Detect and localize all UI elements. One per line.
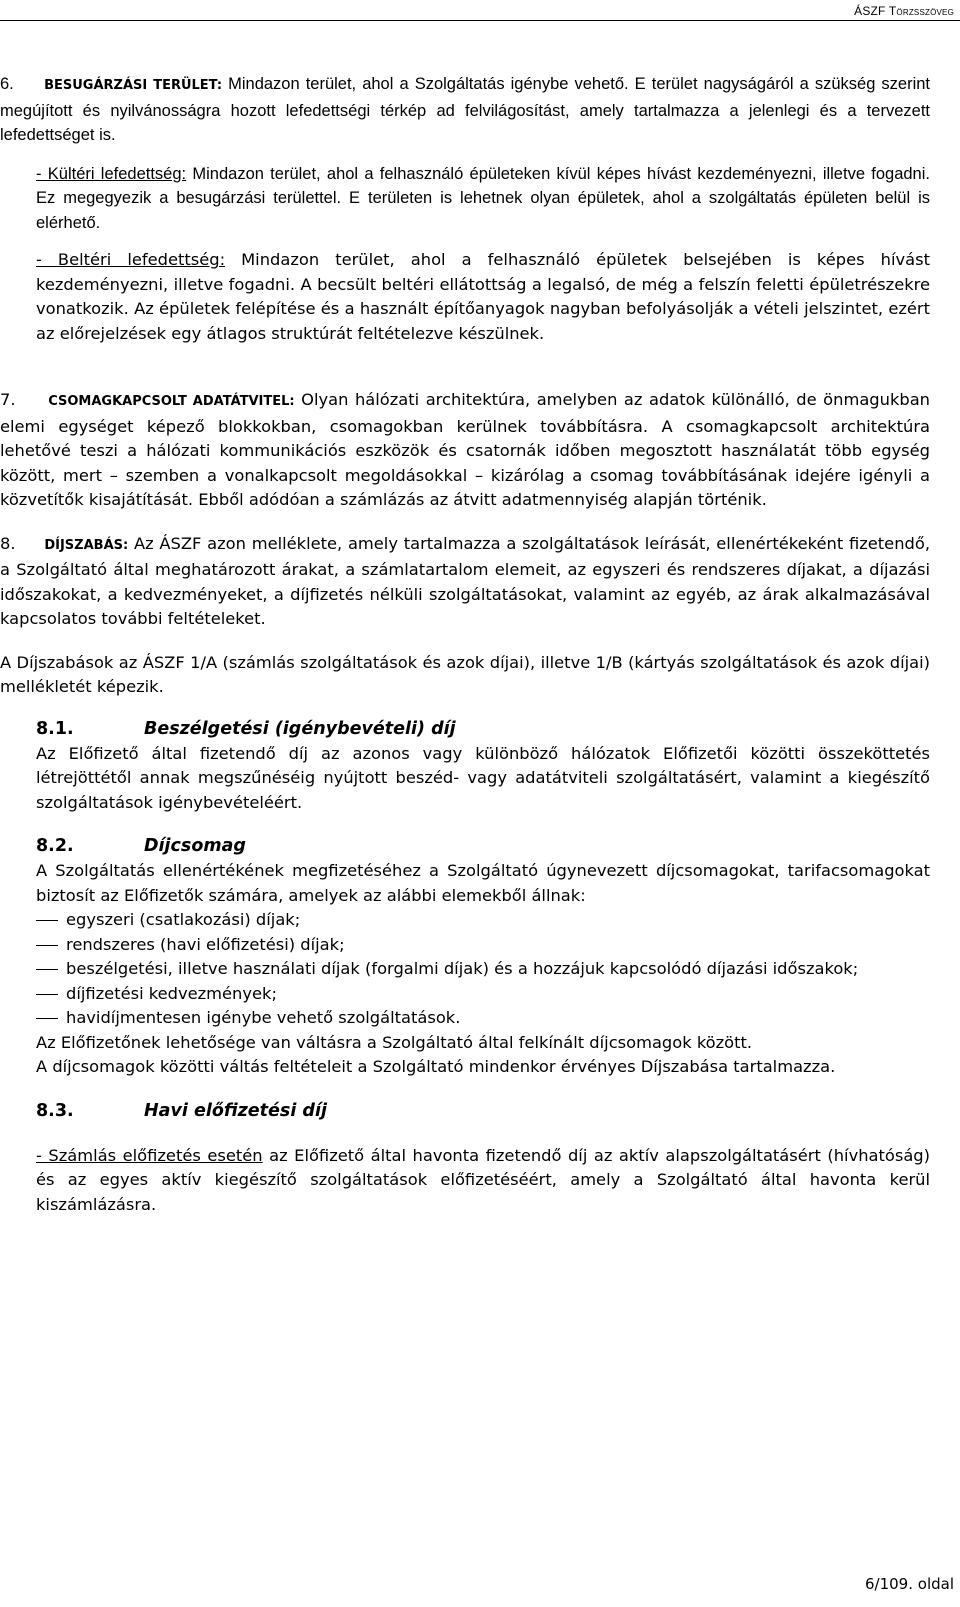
section-8-3 — [0, 1098, 930, 1218]
page-number: 6/109. oldal — [865, 1575, 954, 1593]
section-6 — [0, 72, 930, 148]
section-text: Az ÁSZF azon melléklete, amely tartalmazza a szolgáltatások leírását, ellenértékeként fizetendő, a Szolgáltató által meghatározott árakat, a számlatartalom elemeit, az egyszeri és rendszeres díjakat, a díjazási időszakokat, a kedvezményeket, a díjfizetés nélküli szolgáltatásokat, valamint az egyéb, az árak alkalmazásával kapcsolatos további feltételeket. — [0, 533, 930, 628]
section-8-2 — [0, 833, 930, 1080]
section-heading — [36, 1098, 930, 1124]
subsection-number: 8.2. — [36, 836, 74, 856]
header-rule — [0, 20, 960, 21]
section-number: 7. — [0, 390, 16, 409]
subsection-title: Díjcsomag — [144, 836, 246, 856]
outdoor-coverage-text: Mindazon terület, ahol a felhasználó épületeken kívül képes hívást kezdeményezni, illetve fogadni. Ez megegyezik a besugárzási területtel. E területen is lehetnek olyan épületek, ahol a szolgáltatás épületen belül is elérhető. — [36, 164, 930, 232]
indoor-coverage-text: Mindazon terület, ahol a felhasználó épületek belsejében is képes hívást kezdeményezni, illetve fogadni. A becsült beltéri ellátottság a legalsó, de még a felszín feletti épületrészekre vonatkozik. Az épületek felépítése és a használt építőanyagok nagyban befolyásolják a vételi jelszintet, ezért az előrejelzések egy átlagos struktúrát feltételezve készülnek. — [36, 250, 931, 343]
subsection-outro: A díjcsomagok közötti váltás feltételeit a Szolgáltató mindenkor érvényes Díjszabása tartalmazza. — [36, 1057, 836, 1076]
section-8 — [0, 532, 930, 632]
indoor-coverage — [0, 248, 930, 346]
subsection-title: Havi előfizetési díj — [144, 1100, 327, 1121]
subsection-text: Az Előfizető által fizetendő díj az azonos vagy különböző hálózatok Előfizetői közötti összeköttetés létrejöttétől annak megszűnéséig nyújtott beszéd- vagy adatátviteli szolgáltatásért, valamint a kiegészítő szolgáltatások igénybevételéért. — [36, 743, 930, 812]
subsection-outro: Az Előfizetőnek lehetősége van váltásra a Szolgáltató által felkínált díjcsomagok között. — [36, 1032, 753, 1052]
list-item: beszélgetési, illetve használati díjak (forgalmi díjak) és a hozzájuk kapcsolódó díjazási időszakok; — [36, 957, 930, 982]
defined-term: DÍJSZABÁS: — [44, 537, 129, 553]
subsection-intro: A Szolgáltatás ellenértékének megfizetéséhez a Szolgáltató úgynevezett díjcsomagokat, tarifacsomagokat biztosít az Előfizetők számára, amelyek az alábbi elemekből állnak: — [36, 861, 930, 905]
section-number: 6. — [0, 75, 14, 93]
defined-term: CSOMAGKAPCSOLT ADATÁTVITEL: — [48, 394, 295, 409]
document-body — [0, 72, 930, 1217]
section-heading — [36, 716, 930, 742]
header-title: ÁSZF Törzsszöveg — [854, 4, 954, 18]
list-item: rendszeres (havi előfizetési) díjak; — [36, 933, 930, 958]
subsection-number: 8.1. — [36, 718, 74, 739]
outdoor-coverage — [0, 162, 930, 236]
section-text: Olyan hálózati architektúra, amelyben az adatok különálló, de önmagukban elemi egységet képező blokkokban, csomagokban kerülnek továbbításra. A csomagkapcsolt architektúra lehetővé teszi a hálózati kommunikációs eszközök és csatornák időben megosztott használatát több egység között, mert – szemben a vonalkapcsolt megoldásokkal – kizárólag a csomag továbbításának idejére igényli a közvetítők kisajátítását. Ebből adódóan a számlázás az átvitt adatmennyiség alapján történik. — [0, 390, 931, 509]
billing-label: - Számlás előfizetés esetén — [36, 1145, 263, 1165]
section-7 — [0, 388, 930, 513]
indoor-coverage-label: - Beltéri lefedettség: — [36, 250, 226, 269]
section-heading — [36, 833, 930, 859]
subsection-title: Beszélgetési (igénybevételi) díj — [144, 718, 456, 739]
section-8-attachments: A Díjszabások az ÁSZF 1/A (számlás szolgáltatások és azok díjai), illetve 1/B (kártyás szolgáltatások és azok díjai) mellékletét képezik. — [0, 652, 930, 696]
list-item: díjfizetési kedvezmények; — [36, 982, 930, 1007]
section-text: Mindazon terület, ahol a Szolgáltatás igénybe vehető. E terület nagyságáról a szükség szerint megújított és nyilvánosságra hozott lefedettségi térkép ad felvilágosítást, amely tartalmazza a jelenlegi és a tervezett lefedettséget is. — [0, 75, 931, 144]
billing-text: az Előfizető által havonta fizetendő díj az aktív alapszolgáltatásért (hívhatóság) és az egyes aktív kiegészítő szolgáltatások előfizetéséért, amely a Szolgáltató által havonta kerül kiszámlázásra. — [36, 1145, 930, 1214]
subsection-number: 8.3. — [36, 1100, 74, 1121]
list-item: havidíjmentesen igénybe vehető szolgáltatások. — [36, 1006, 930, 1031]
list-item: egyszeri (csatlakozási) díjak; — [36, 908, 930, 933]
section-8-1 — [0, 716, 930, 816]
fee-elements-list — [36, 908, 930, 1031]
subsection-text — [36, 1144, 930, 1218]
defined-term: BESUGÁRZÁSI TERÜLET: — [44, 78, 223, 93]
section-number: 8. — [0, 533, 16, 553]
outdoor-coverage-label: - Kültéri lefedettség: — [36, 164, 187, 183]
